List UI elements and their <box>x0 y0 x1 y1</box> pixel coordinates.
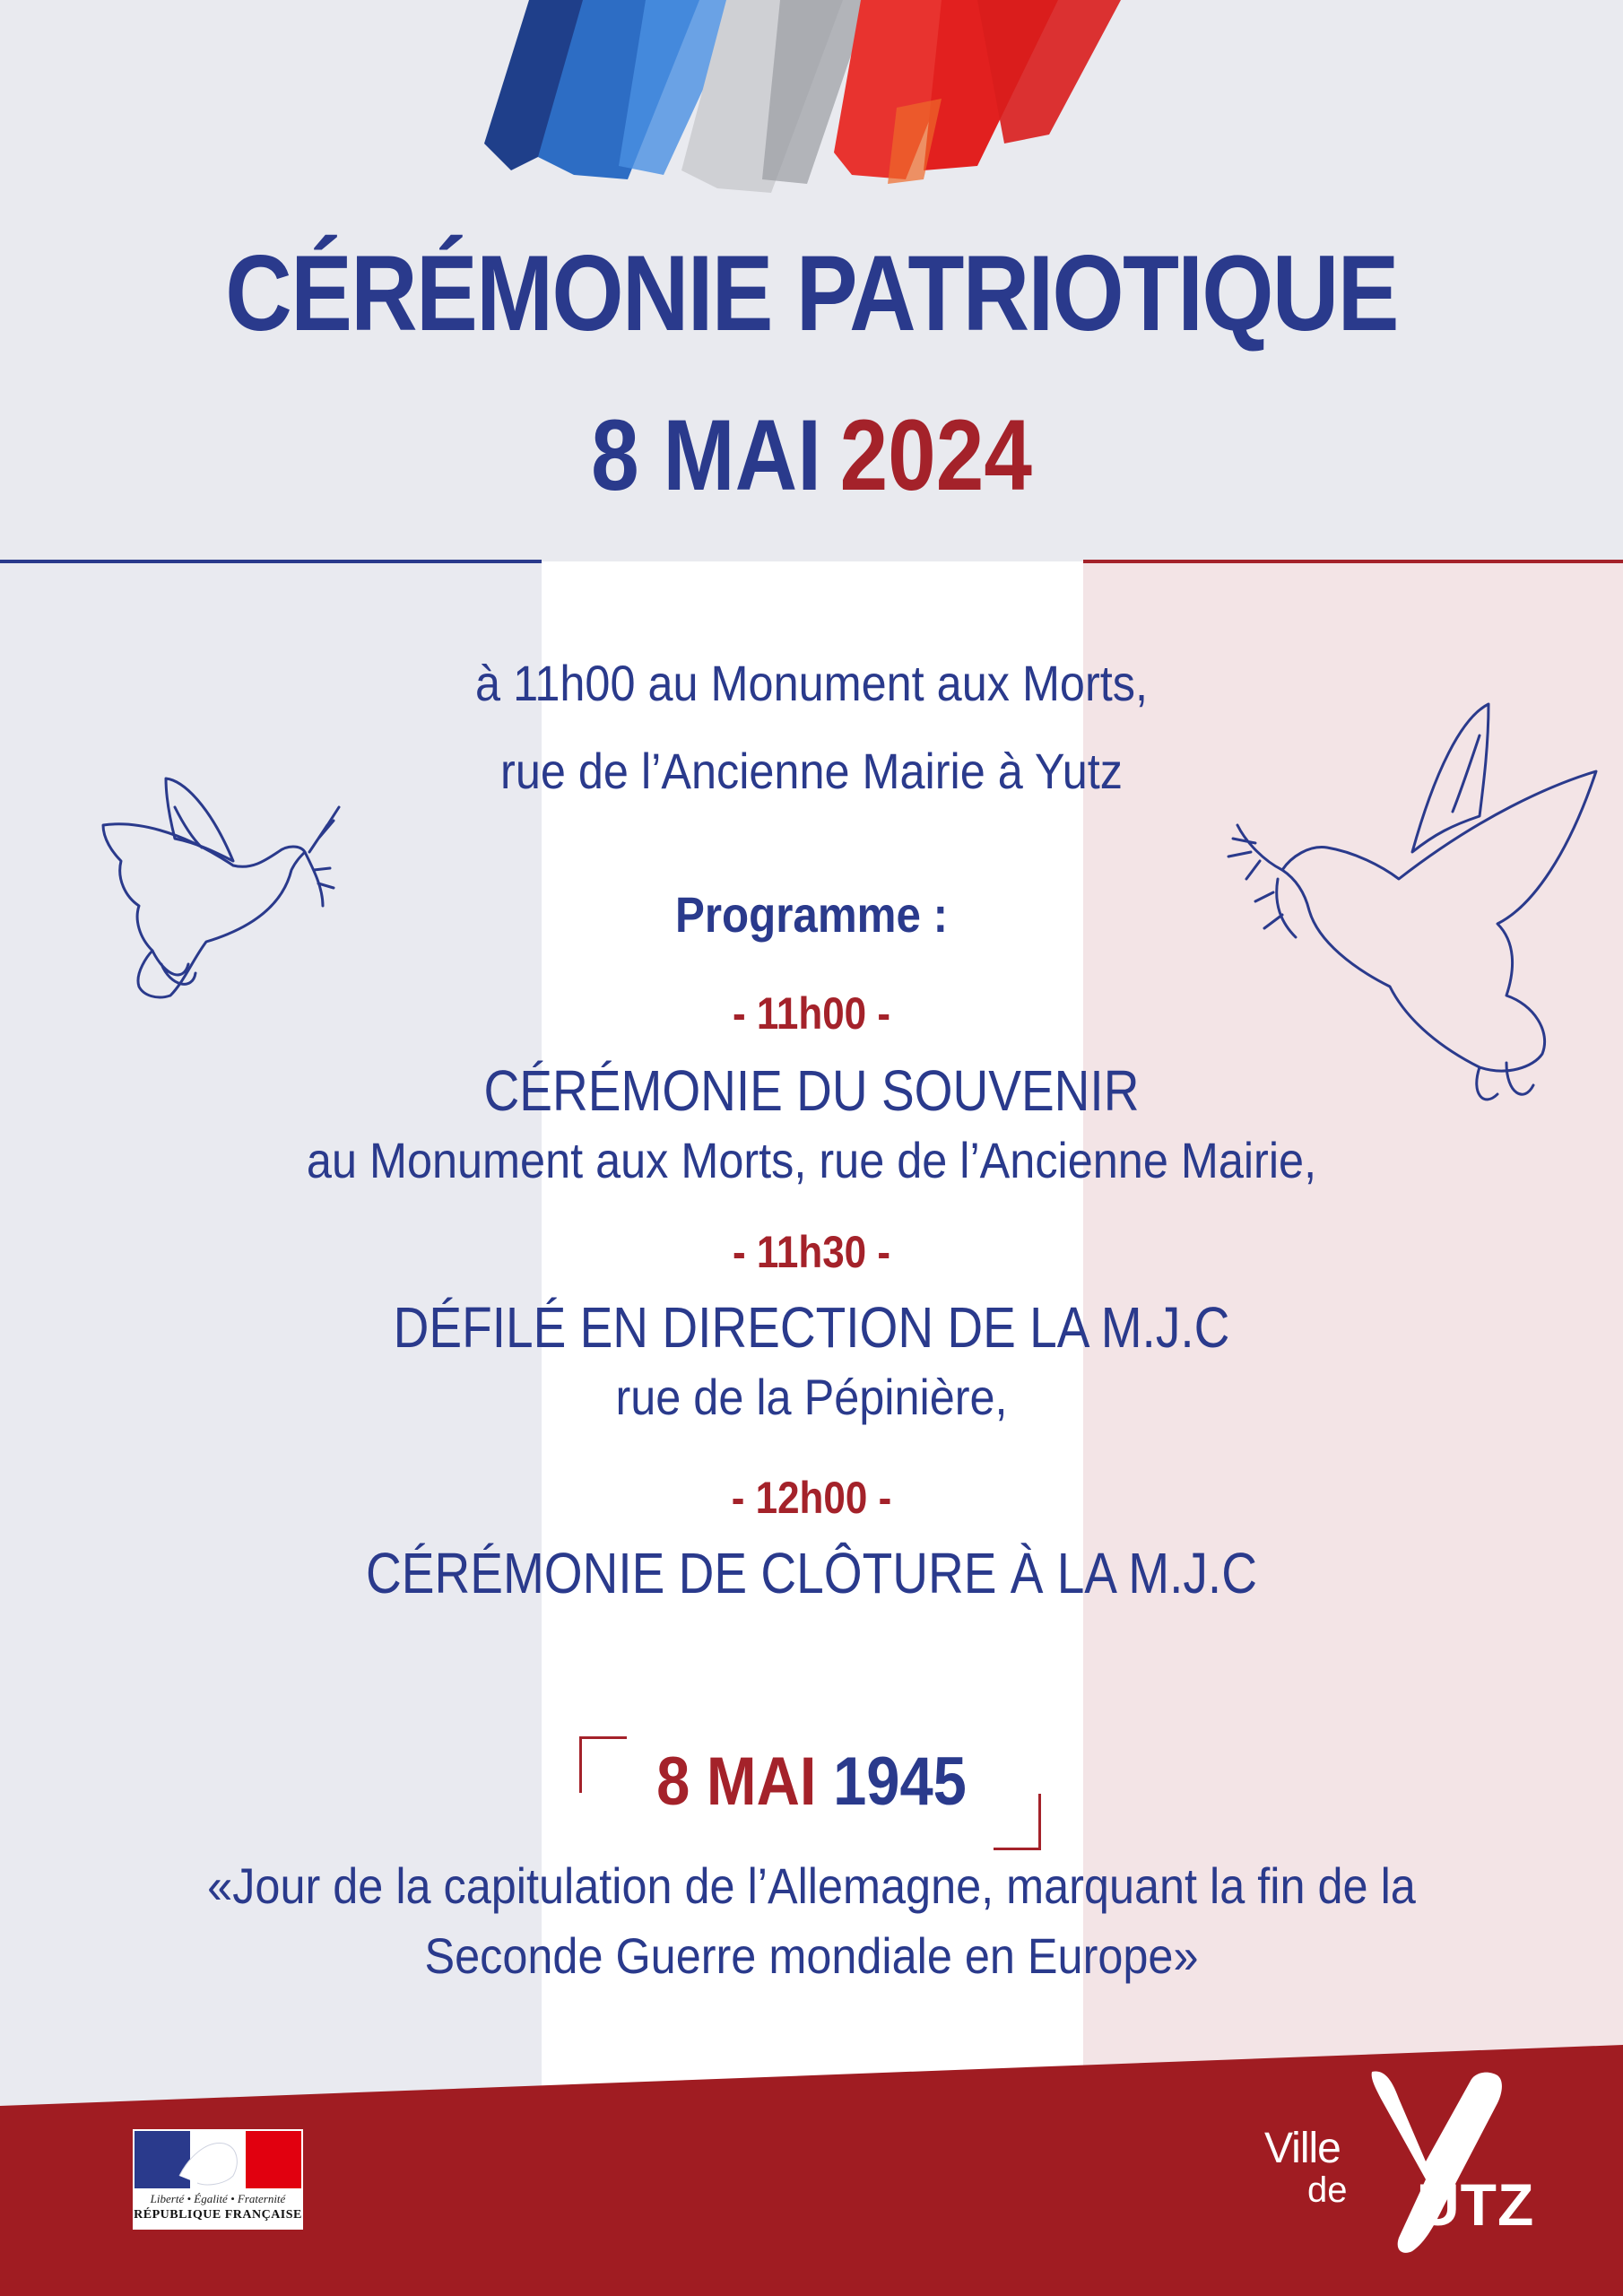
logo-de-text: de <box>1307 2170 1348 2210</box>
programme-heading: Programme : <box>675 886 948 943</box>
programme-event-3: CÉRÉMONIE DE CLÔTURE À LA M.J.C <box>366 1541 1257 1605</box>
republique-name: RÉPUBLIQUE FRANÇAISE <box>134 2208 302 2222</box>
dove-left-icon <box>99 771 359 1031</box>
page-title: CÉRÉMONIE PATRIOTIQUE <box>225 233 1398 353</box>
republique-motto: Liberté • Égalité • Fraternité <box>150 2192 286 2205</box>
history-quote-line-1: «Jour de la capitulation de l’Allemagne, marquant la fin de la <box>207 1857 1416 1914</box>
location-line-1: à 11h00 au Monument aux Morts, <box>475 655 1148 711</box>
logo-ville-text: Ville <box>1264 2125 1341 2172</box>
ville-de-yutz-logo <box>1255 2063 1551 2260</box>
programme-time-3: - 12h00 - <box>731 1473 892 1523</box>
location-line-2: rue de l’Ancienne Mairie à Yutz <box>500 743 1123 799</box>
programme-detail-1: au Monument aux Morts, rue de l’Ancienne Mairie, <box>306 1132 1317 1188</box>
programme-detail-2: rue de la Pépinière, <box>615 1369 1008 1425</box>
history-year: 1945 <box>833 1744 967 1820</box>
divider-red <box>1083 560 1623 563</box>
logo-utz-text: UTZ <box>1417 2171 1535 2238</box>
history-quote-line-2: Seconde Guerre mondiale en Europe» <box>424 1927 1199 1984</box>
history-day-month: 8 MAI <box>656 1744 817 1820</box>
history-date <box>98 1742 1526 1822</box>
divider-blue <box>0 560 542 563</box>
event-day-month: 8 MAI <box>591 399 821 511</box>
programme-time-2: - 11h30 - <box>732 1227 891 1277</box>
tricolor-brush-icon <box>475 0 1121 197</box>
event-date <box>114 399 1510 511</box>
programme-time-1: - 11h00 - <box>732 988 891 1039</box>
republique-francaise-logo <box>133 2129 303 2230</box>
marianne-flag-icon <box>135 2131 301 2188</box>
programme-event-2: DÉFILÉ EN DIRECTION DE LA M.J.C <box>393 1295 1230 1360</box>
dove-right-icon <box>1211 700 1605 1112</box>
programme-event-1: CÉRÉMONIE DU SOUVENIR <box>483 1058 1140 1123</box>
event-year: 2024 <box>839 399 1032 511</box>
